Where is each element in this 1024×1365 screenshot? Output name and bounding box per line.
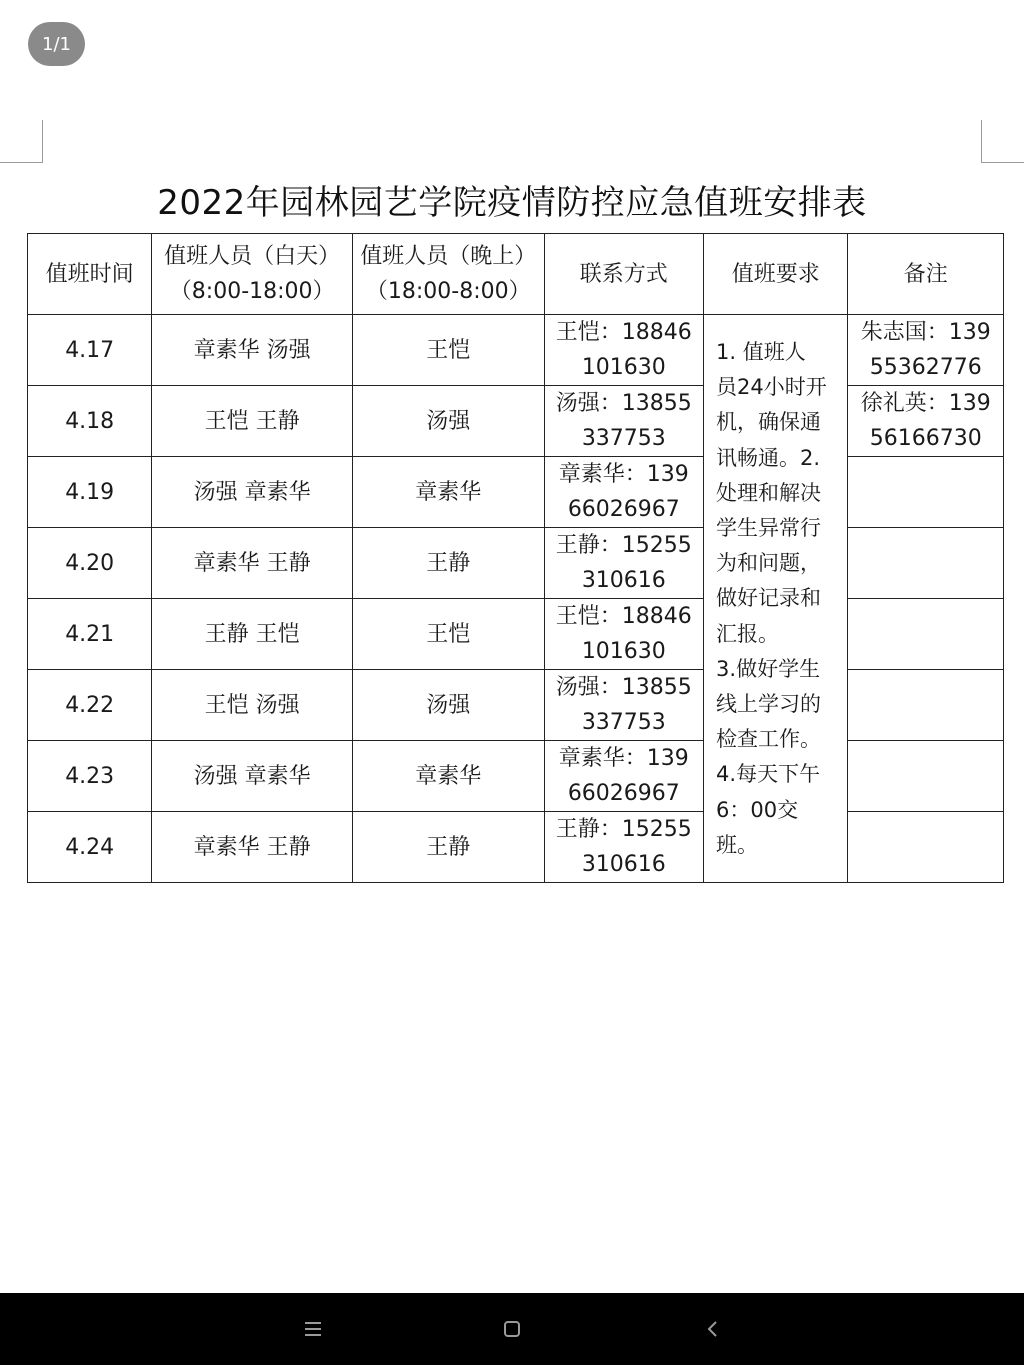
header-date: 值班时间 [28,234,152,315]
cell-night-staff: 王恺 [352,599,544,670]
back-button[interactable] [683,1293,743,1365]
home-icon [502,1319,522,1339]
cell-note [848,741,1004,812]
crop-mark-right [981,120,1024,163]
cell-note: 徐礼英：139 56166730 [848,386,1004,457]
home-button[interactable] [482,1293,542,1365]
table-row [28,599,1004,670]
page-indicator: 1/1 [28,22,85,66]
table-row [28,457,1004,528]
header-day-staff: 值班人员（白天） （8:00-18:00） [152,234,353,315]
header-requirements: 值班要求 [704,234,848,315]
cell-contact: 王静：15255 310616 [544,528,703,599]
table-row [28,528,1004,599]
cell-contact: 王恺：18846 101630 [544,315,703,386]
cell-note [848,812,1004,883]
cell-day-staff: 王静 王恺 [152,599,353,670]
document-title: 2022年园林园艺学院疫情防控应急值班安排表 [157,183,867,223]
cell-night-staff: 章素华 [352,457,544,528]
cell-note [848,670,1004,741]
cell-requirements: 1. 值班人 员24小时开 机，确保通 讯畅通。2. 处理和解决 学生异常行 为和问题， 做好记录和 汇报。 3.做好学生 线上学习的 检查工作。 4.每天下午 6：00交班。 [704,315,848,883]
cell-note [848,528,1004,599]
menu-icon [302,1320,324,1338]
cell-date: 4.19 [28,457,152,528]
table-header-row [28,234,1004,315]
menu-button[interactable] [283,1293,343,1365]
cell-contact: 章素华：139 66026967 [544,741,703,812]
cell-contact: 汤强：13855 337753 [544,670,703,741]
cell-day-staff: 王恺 王静 [152,386,353,457]
cell-night-staff: 王静 [352,812,544,883]
cell-day-staff: 王恺 汤强 [152,670,353,741]
back-icon [705,1319,721,1339]
table-row [28,315,1004,386]
cell-contact: 章素华：139 66026967 [544,457,703,528]
table-row [28,812,1004,883]
table-row [28,386,1004,457]
cell-date: 4.20 [28,528,152,599]
cell-night-staff: 王静 [352,528,544,599]
header-night-staff: 值班人员（晚上） （18:00-8:00） [352,234,544,315]
cell-night-staff: 章素华 [352,741,544,812]
cell-night-staff: 汤强 [352,386,544,457]
cell-date: 4.23 [28,741,152,812]
cell-date: 4.21 [28,599,152,670]
cell-contact: 王静：15255 310616 [544,812,703,883]
cell-contact: 王恺：18846 101630 [544,599,703,670]
table-row [28,741,1004,812]
cell-night-staff: 王恺 [352,315,544,386]
cell-date: 4.24 [28,812,152,883]
cell-day-staff: 章素华 王静 [152,528,353,599]
cell-day-staff: 章素华 王静 [152,812,353,883]
cell-date: 4.17 [28,315,152,386]
system-navigation-bar [0,1293,1024,1365]
cell-note: 朱志国：139 55362776 [848,315,1004,386]
duty-schedule-table [27,233,1004,883]
cell-night-staff: 汤强 [352,670,544,741]
cell-day-staff: 汤强 章素华 [152,741,353,812]
cell-day-staff: 汤强 章素华 [152,457,353,528]
header-notes: 备注 [848,234,1004,315]
table-row [28,670,1004,741]
cell-date: 4.22 [28,670,152,741]
cell-contact: 汤强：13855 337753 [544,386,703,457]
cell-note [848,457,1004,528]
cell-note [848,599,1004,670]
crop-mark-left [0,120,43,163]
cell-day-staff: 章素华 汤强 [152,315,353,386]
header-contact: 联系方式 [544,234,703,315]
cell-date: 4.18 [28,386,152,457]
